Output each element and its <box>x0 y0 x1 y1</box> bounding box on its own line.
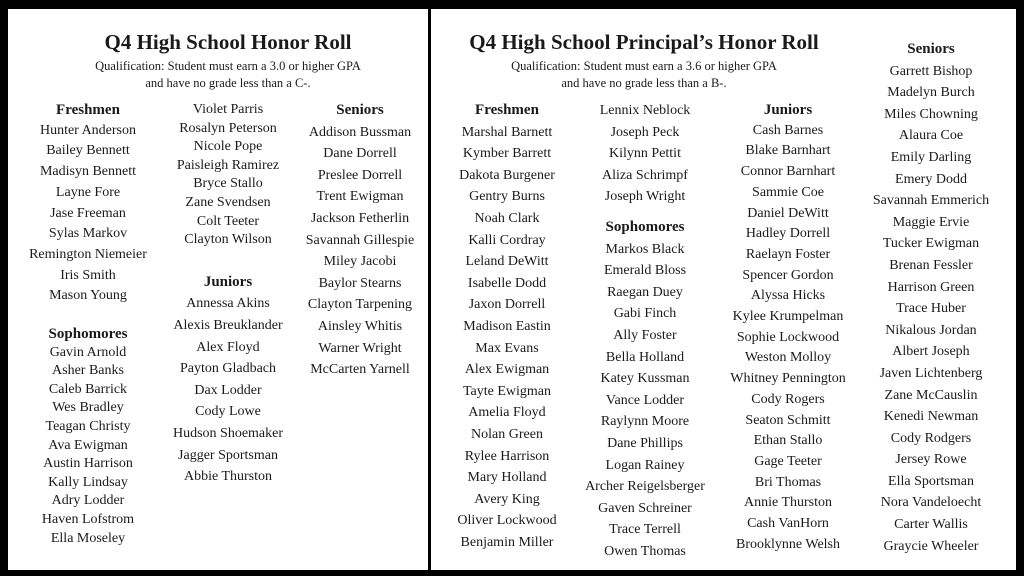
student-name: Garrett Bishop <box>889 63 973 79</box>
student-name: Blake Barnhart <box>745 143 831 159</box>
student-name: Ainsley Whitis <box>317 318 403 334</box>
student-name: Zane Svendsen <box>185 194 271 210</box>
student-name: Jagger Sportsman <box>178 447 278 463</box>
student-name: Joseph Peck <box>610 124 680 140</box>
student-name: Daniel DeWitt <box>747 205 829 221</box>
principals-honor-roll-qualification: Qualification: Student must earn a 3.6 or higher GPA and have no grade less than a B-. <box>511 59 777 90</box>
student-name: Sylas Markov <box>48 226 128 242</box>
student-name: Jase Freeman <box>50 205 126 221</box>
student-name: Alyssa Hicks <box>750 288 826 304</box>
student-name: Kilynn Pettit <box>609 146 681 162</box>
student-name: Isabelle Dodd <box>467 275 547 291</box>
honor-roll-qualification: Qualification: Student must earn a 3.0 or higher GPA and have no grade less than a C-. <box>95 59 361 90</box>
student-name: Gavin Arnold <box>49 344 127 360</box>
student-name: Trace Huber <box>896 301 966 317</box>
student-name: Emerald Bloss <box>603 263 687 279</box>
student-name: Emily Darling <box>890 149 972 165</box>
student-name: Wes Bradley <box>52 400 124 416</box>
student-name: Kalli Cordray <box>468 232 546 248</box>
honor-roll-freshmen-list <box>18 121 158 307</box>
principals-column-2 <box>574 100 716 562</box>
student-name: Clayton Wilson <box>184 232 272 248</box>
student-name: Aliza Schrimpf <box>602 167 688 183</box>
student-name: Jackson Fetherlin <box>310 210 410 226</box>
student-name: Alex Ewigman <box>464 362 550 378</box>
student-name: Savannah Emmerich <box>872 193 990 209</box>
student-name: Kenedi Newman <box>883 409 979 425</box>
student-name: Bella Holland <box>605 349 685 365</box>
student-name: Brooklynne Welsh <box>736 536 840 552</box>
student-name: Dane Phillips <box>607 435 683 451</box>
student-name: Madison Eastin <box>463 318 551 334</box>
principals-sophomores-list <box>574 239 716 563</box>
student-name: Amelia Floyd <box>468 405 546 421</box>
student-name: Logan Rainey <box>605 457 685 473</box>
student-name: Archer Reigelsberger <box>585 479 705 495</box>
honor-roll-column-2 <box>158 101 298 488</box>
student-name: Payton Gladbach <box>179 361 277 377</box>
student-name: Teagan Christy <box>45 419 131 434</box>
student-name: Bri Thomas <box>754 474 822 490</box>
student-name: Remington Niemeier <box>29 246 147 262</box>
student-name: Joseph Wright <box>604 189 686 205</box>
student-name: Dax Lodder <box>194 382 262 398</box>
student-name: Cody Rogers <box>751 391 825 407</box>
student-name: Leland DeWitt <box>465 254 549 270</box>
seniors-heading: Seniors <box>336 102 384 118</box>
student-name: Benjamin Miller <box>460 534 554 550</box>
student-name: Alexis Breuklander <box>173 317 283 333</box>
freshmen-heading: Freshmen <box>56 102 120 118</box>
student-name: Miles Chowning <box>884 106 978 122</box>
student-name: Nolan Green <box>471 426 543 442</box>
student-name: Nora Vandeloecht <box>880 495 982 511</box>
principals-column-3 <box>718 100 858 555</box>
student-name: Seaton Schmitt <box>745 412 831 428</box>
student-name: Bailey Bennett <box>46 143 130 159</box>
student-name: Tucker Ewigman <box>882 236 980 252</box>
student-name: Preslee Dorrell <box>317 167 403 183</box>
student-name: Rylee Harrison <box>464 448 550 464</box>
principals-freshmen-list <box>437 122 577 554</box>
principals-column-4 <box>861 39 1001 557</box>
student-name: Graycie Wheeler <box>883 538 979 554</box>
student-name: Max Evans <box>475 340 539 356</box>
student-name: Emery Dodd <box>895 171 967 187</box>
student-name: Spencer Gordon <box>742 267 834 283</box>
honor-roll-column-1 <box>18 100 158 548</box>
student-name: Albert Joseph <box>892 344 970 360</box>
student-name: Madelyn Burch <box>887 85 975 101</box>
student-name: Harrison Green <box>887 279 975 295</box>
principals-honor-roll-title: Q4 High School Principal’s Honor Roll <box>469 30 819 54</box>
student-name: Haven Lofstrom <box>41 511 135 527</box>
student-name: Marshal Barnett <box>461 124 553 140</box>
juniors-heading: Juniors <box>763 102 813 118</box>
student-name: Iris Smith <box>60 267 116 283</box>
honor-roll-seniors-list <box>290 122 430 381</box>
honor-roll-sophomores-cont-list <box>158 101 298 250</box>
student-name: Annie Thurston <box>743 495 832 511</box>
student-name: Miley Jacobi <box>323 254 397 270</box>
student-name: Cash Barnes <box>752 122 824 138</box>
student-name: Trace Terrell <box>609 522 681 538</box>
principals-seniors-list <box>861 61 1001 558</box>
student-name: Jersey Rowe <box>895 452 967 468</box>
student-name: Abbie Thurston <box>183 469 272 485</box>
honor-roll-column-3 <box>290 100 430 381</box>
student-name: Ethan Stallo <box>753 433 823 449</box>
student-name: Kymber Barrett <box>462 146 552 162</box>
student-name: Gabi Finch <box>613 306 677 322</box>
honor-roll-juniors-list <box>158 293 298 487</box>
student-name: Raylynn Moore <box>600 414 690 430</box>
student-name: Paisleigh Ramirez <box>176 157 280 173</box>
student-name: Maggie Ervie <box>892 214 970 230</box>
student-name: Mason Young <box>49 288 127 304</box>
student-name: Addison Bussman <box>308 124 412 140</box>
student-name: Owen Thomas <box>604 543 686 559</box>
student-name: Katey Kussman <box>600 371 690 387</box>
student-name: Dane Dorrell <box>323 146 397 162</box>
freshmen-heading: Freshmen <box>475 102 539 118</box>
student-name: Gaven Schreiner <box>598 500 692 516</box>
student-name: Kylee Krumpelman <box>732 309 844 325</box>
student-name: Kally Lindsay <box>48 474 128 490</box>
student-name: Dakota Burgener <box>459 167 555 183</box>
student-name: Warner Wright <box>318 340 402 356</box>
student-name: Adry Lodder <box>51 493 125 509</box>
student-name: Lennix Neblock <box>599 103 691 118</box>
student-name: Sammie Coe <box>752 184 824 200</box>
student-name: Raegan Duey <box>607 284 683 300</box>
student-name: Nikalous Jordan <box>885 322 977 338</box>
student-name: Layne Fore <box>55 184 121 200</box>
principals-honor-roll-panel <box>431 9 1016 570</box>
student-name: Baylor Stearns <box>318 275 402 291</box>
student-name: Noah Clark <box>474 210 540 226</box>
student-name: McCarten Yarnell <box>310 362 410 378</box>
student-name: Alex Floyd <box>196 339 260 355</box>
student-name: Avery King <box>474 491 540 507</box>
student-name: Ally Foster <box>613 327 677 343</box>
student-name: Asher Banks <box>52 363 124 379</box>
student-name: Tayte Ewigman <box>462 383 552 399</box>
student-name: Hunter Anderson <box>39 122 137 138</box>
honor-roll-sophomores-list <box>18 344 158 549</box>
sophomores-heading: Sophomores <box>605 218 685 235</box>
student-name: Violet Parris <box>192 102 264 117</box>
student-name: Hudson Shoemaker <box>172 425 284 441</box>
principals-freshmen-cont-list <box>574 100 716 208</box>
student-name: Gage Teeter <box>754 453 822 469</box>
seniors-heading: Seniors <box>907 41 955 57</box>
student-name: Connor Barnhart <box>740 164 836 180</box>
student-name: Nicole Pope <box>193 139 263 155</box>
juniors-heading: Juniors <box>203 273 253 290</box>
student-name: Ava Ewigman <box>48 437 128 453</box>
honor-roll-panel <box>8 9 428 570</box>
student-name: Mary Holland <box>467 470 547 486</box>
student-name: Cody Rodgers <box>890 430 972 446</box>
student-name: Alaura Coe <box>898 128 964 144</box>
student-name: Jaxon Dorrell <box>468 297 546 313</box>
student-name: Hadley Dorrell <box>745 226 831 242</box>
principals-column-1 <box>437 100 577 553</box>
student-name: Javen Lichtenberg <box>879 365 983 381</box>
student-name: Annessa Akins <box>186 296 270 312</box>
student-name: Weston Molloy <box>744 350 832 366</box>
student-name: Vance Lodder <box>605 392 685 408</box>
student-name: Ella Sportsman <box>888 473 974 489</box>
principals-juniors-list <box>718 121 858 556</box>
student-name: Carter Wallis <box>894 517 968 533</box>
student-name: Colt Teeter <box>196 213 260 229</box>
student-name: Trent Ewigman <box>316 189 404 205</box>
student-name: Savannah Gillespie <box>305 232 415 248</box>
student-name: Raelayn Foster <box>745 246 831 262</box>
honor-roll-title: Q4 High School Honor Roll <box>104 30 352 54</box>
student-name: Ella Moseley <box>50 530 126 546</box>
student-name: Caleb Barrick <box>48 381 128 397</box>
student-name: Sophie Lockwood <box>736 329 840 345</box>
student-name: Cash VanHorn <box>747 516 829 532</box>
student-name: Rosalyn Peterson <box>179 120 277 136</box>
student-name: Cody Lowe <box>195 404 261 420</box>
student-name: Whitney Pennington <box>730 371 846 387</box>
student-name: Bryce Stallo <box>193 176 263 192</box>
student-name: Clayton Tarpening <box>307 297 413 313</box>
student-name: Gentry Burns <box>469 189 545 205</box>
student-name: Austin Harrison <box>43 456 133 472</box>
student-name: Oliver Lockwood <box>457 513 557 529</box>
student-name: Madisyn Bennett <box>39 164 137 180</box>
student-name: Zane McCauslin <box>884 387 978 403</box>
student-name: Brenan Fessler <box>889 257 973 273</box>
student-name: Markos Black <box>605 241 685 257</box>
sophomores-heading: Sophomores <box>48 326 128 343</box>
